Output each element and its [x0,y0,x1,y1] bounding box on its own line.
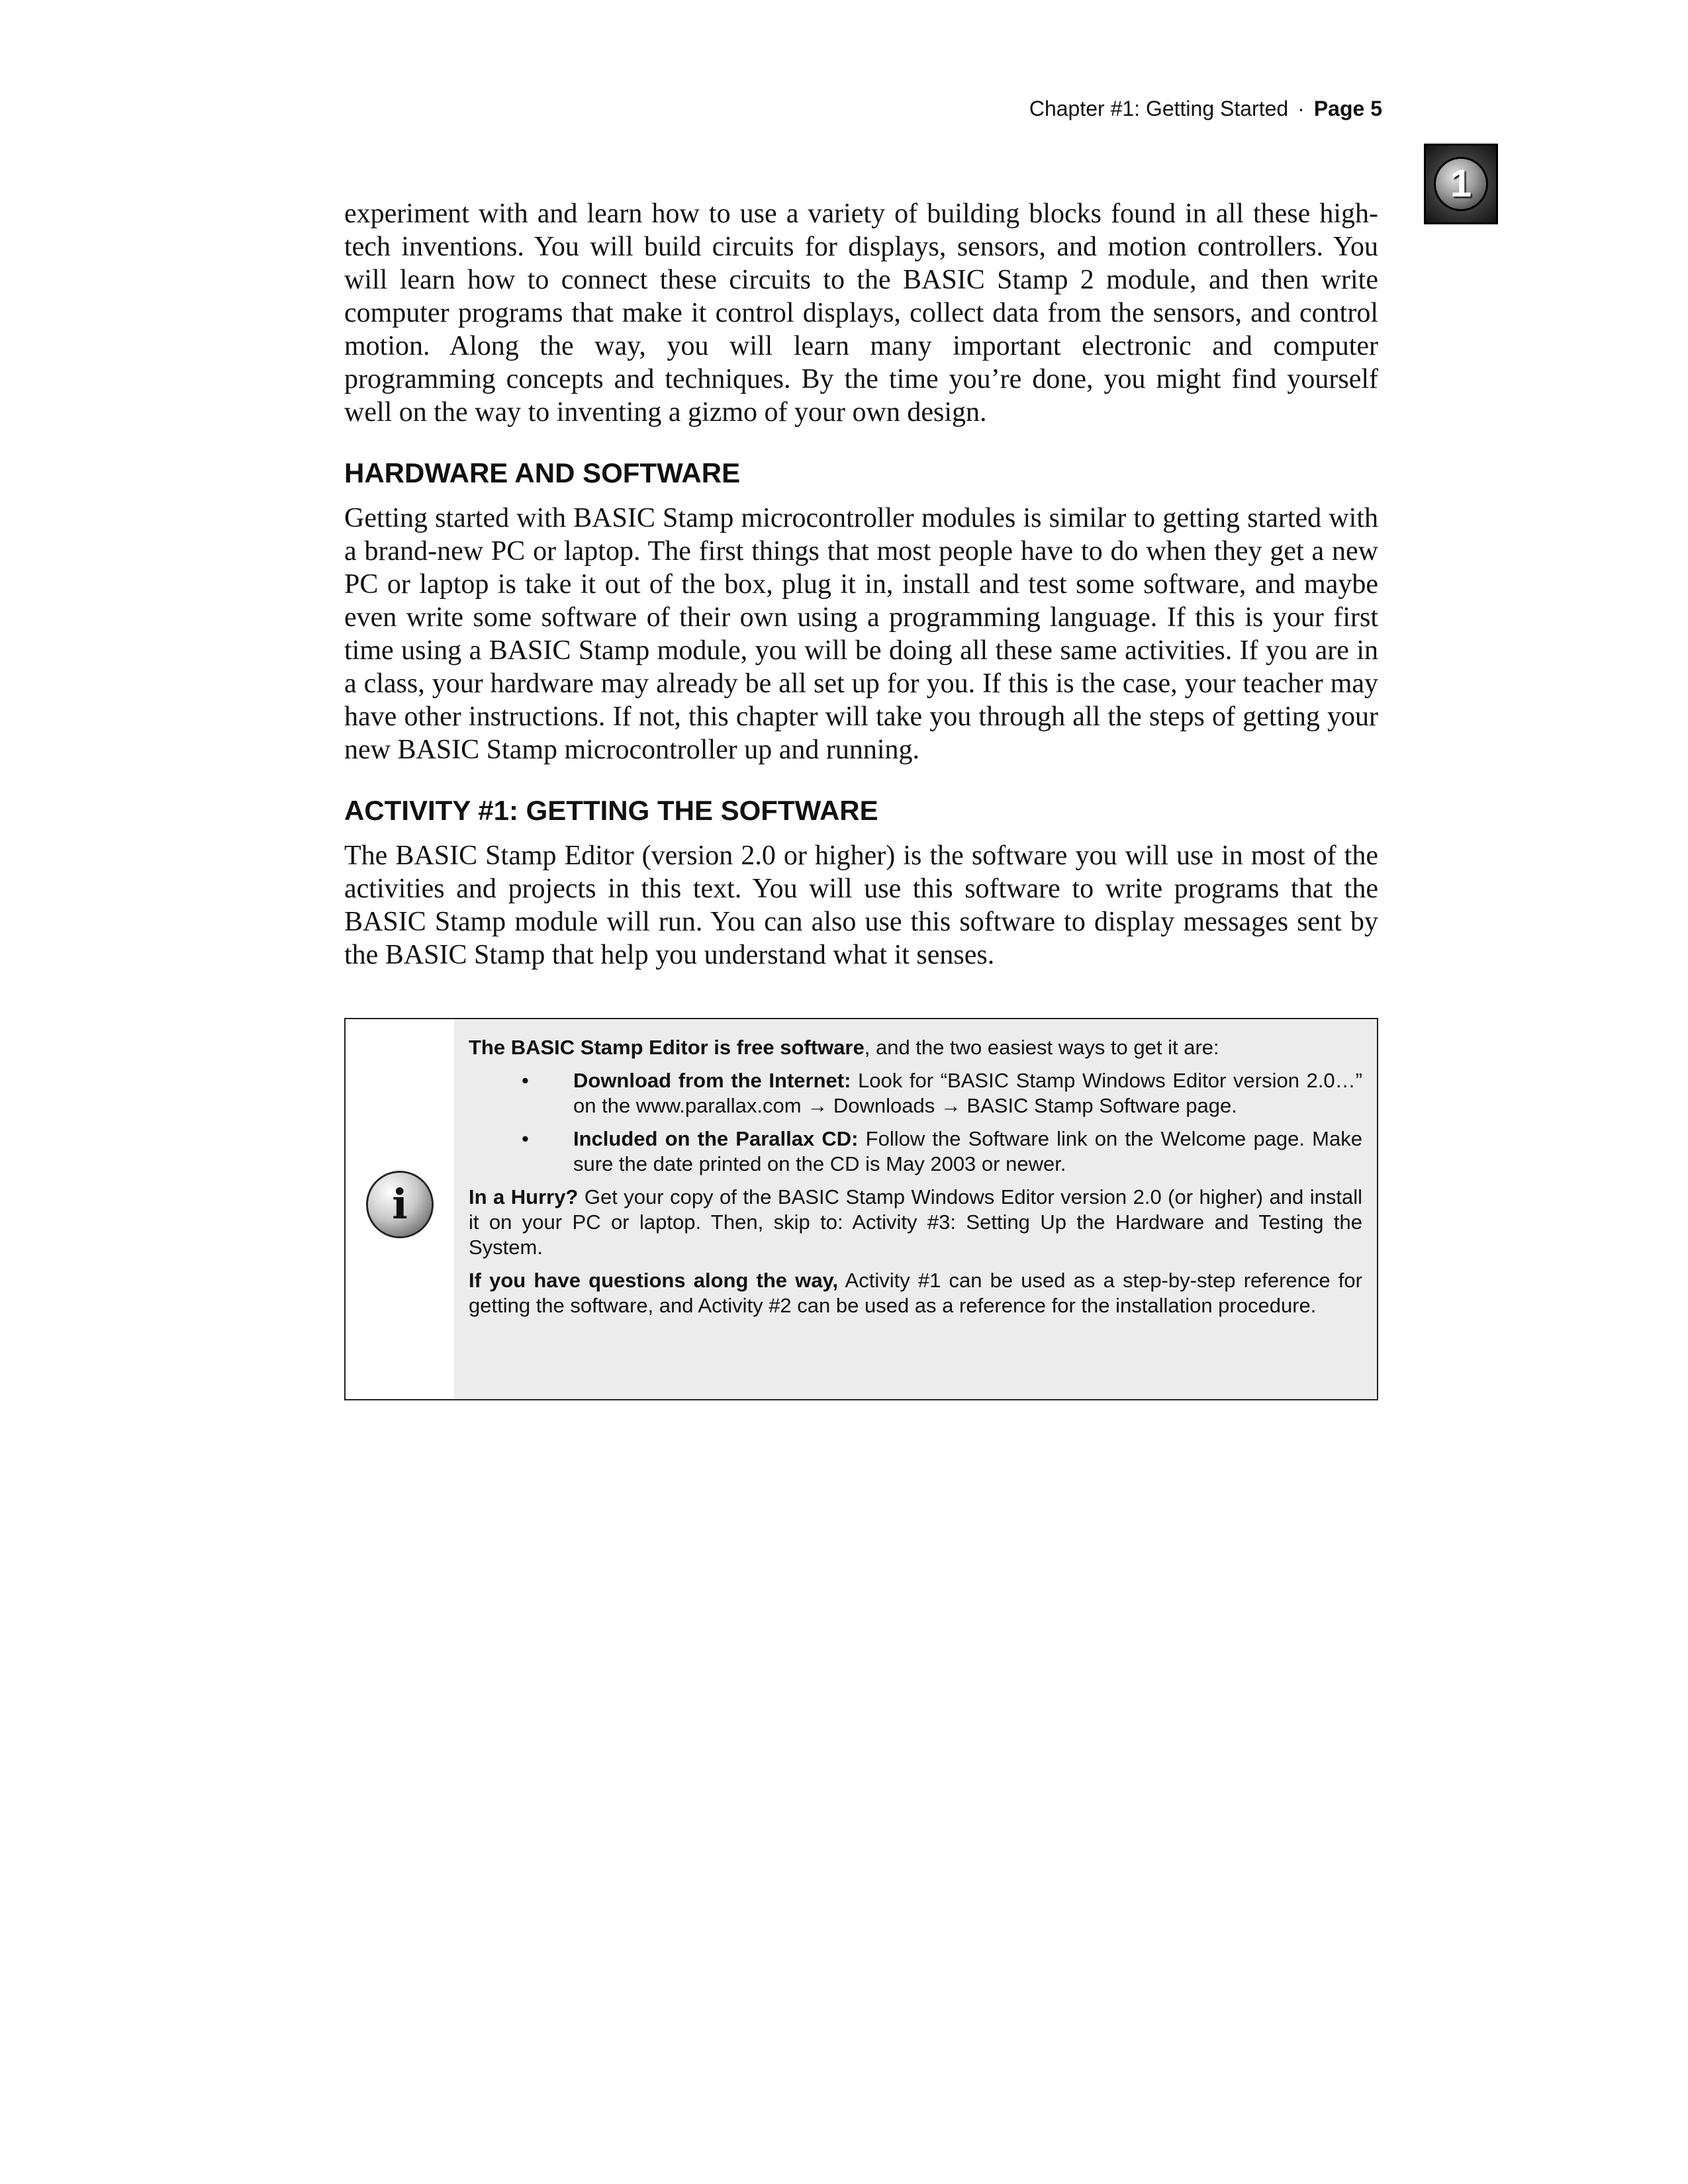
questions-note [469,1268,1362,1318]
bullet-icon: • [522,1069,529,1092]
info-intro [469,1035,1362,1060]
chapter-title: Chapter #1: Getting Started [1029,97,1289,120]
page-content [344,197,1378,1400]
info-icon [368,1173,432,1236]
questions-text: Activity #1 can be used as a step-by-step reference for getting the software, and Activity #2 can be used as a reference for the installation procedure. [469,1269,1362,1317]
bullet-text: Follow the Software link on the Welcome page. Make sure the date printed on the CD is May 2003 or newer. [573,1127,1362,1175]
section-heading-activity-1: ACTIVITY #1: GETTING THE SOFTWARE [344,795,878,826]
section-heading-hardware: HARDWARE AND SOFTWARE [344,457,741,488]
activity-paragraph: The BASIC Stamp Editor (version 2.0 or higher) is the software you will use in most of the activities and projects in this text. You will use this software to write programs that the BASIC Stamp module will run. You can also use this software to display messages sent by the BASIC Stamp that help you understand what it senses. [344,841,1378,970]
chapter-tab-icon [1424,144,1498,224]
questions-bold: If you have questions along the way, [469,1269,839,1292]
chapter-tab-number: 1 [1450,162,1472,205]
bullet-icon: • [522,1127,529,1150]
intro-paragraph: experiment with and learn how to use a variety of building blocks found in all these high-tech inventions. You will build circuits for displays, sensors, and motion controllers. You will learn how to connect these circuits to the BASIC Stamp 2 module, and then write computer programs that make it control displays, collect data from the sensors, and control motion. Along the way, you will learn many important electronic and computer programming concepts and techniques. By the time you’re done, you might find yourself well on the way to inventing a gizmo of your own design. [344,199,1378,428]
header-separator: · [1297,97,1305,120]
bullet-bold: Download from the Internet: [573,1069,851,1092]
hurry-bold: In a Hurry? [469,1185,579,1208]
hurry-text: Get your copy of the BASIC Stamp Windows Editor version 2.0 (or higher) and install it on your PC or laptop. Then, skip to: Activity #3: Setting Up the Hardware and Testing the System. [469,1185,1362,1259]
info-panel [454,1019,1377,1399]
info-icon-glyph: i [392,1180,408,1228]
hurry-note [469,1185,1362,1260]
list-item [469,1068,1362,1118]
bullet-bold: Included on the Parallax CD: [573,1127,859,1150]
info-intro-text: , and the two easiest ways to get it are: [864,1036,1219,1059]
bullet-text: Look for “BASIC Stamp Windows Editor version 2.0…” on the www.parallax.com → Downloads → BASIC Stamp Software page. [573,1069,1362,1117]
page-number: Page 5 [1313,97,1382,120]
running-header [1029,97,1382,121]
hardware-paragraph: Getting started with BASIC Stamp microcontroller modules is similar to getting started with a brand-new PC or laptop. The first things that most people have to do when they get a new PC or laptop is take it out of the box, plug it in, install and test some software, and maybe even write some software of their own using a programming language. If this is your first time using a BASIC Stamp module, you will be doing all these same activities. If you are in a class, your hardware may already be all set up for you. If this is the case, your teacher may have other instructions. If not, this chapter will take you through all the steps of getting your new BASIC Stamp microcontroller up and running. [344,503,1378,765]
info-intro-bold: The BASIC Stamp Editor is free software [469,1036,865,1059]
info-box [344,1018,1378,1400]
list-item [469,1126,1362,1177]
